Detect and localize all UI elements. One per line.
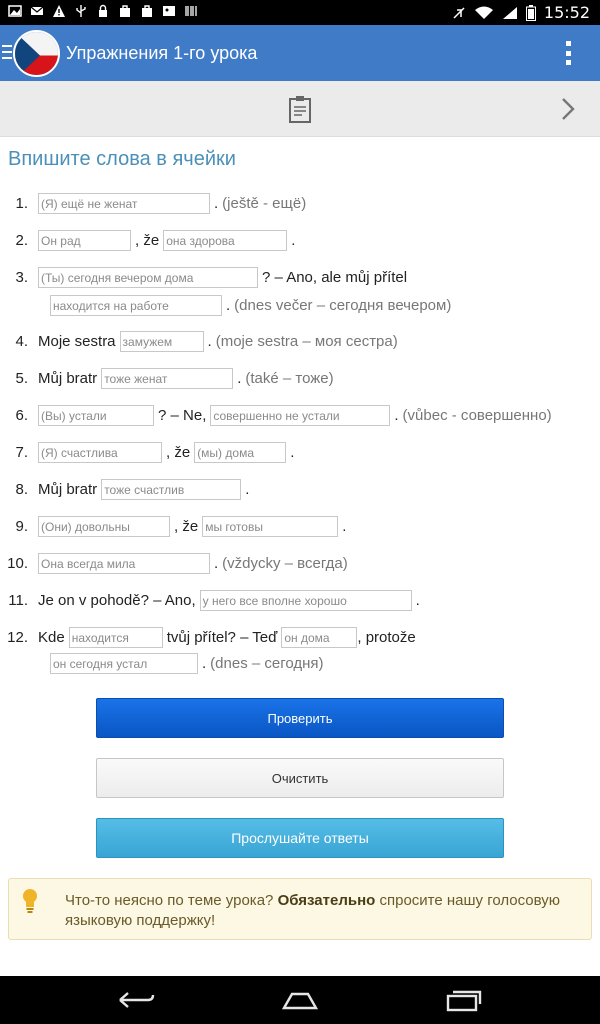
exercise-text: . bbox=[214, 554, 219, 572]
gallery-icon bbox=[8, 4, 22, 18]
exercise-row bbox=[0, 478, 600, 500]
support-tip bbox=[8, 878, 592, 940]
back-icon[interactable] bbox=[116, 988, 156, 1012]
exercise-text: . bbox=[245, 480, 250, 498]
exercise-number: 12. bbox=[7, 628, 28, 646]
answer-field[interactable]: тоже счастлив bbox=[101, 479, 241, 500]
answer-field[interactable]: (мы) дома bbox=[194, 442, 286, 463]
exercise-row bbox=[0, 330, 600, 352]
exercise-text: . bbox=[207, 332, 212, 350]
warning-icon bbox=[52, 4, 66, 18]
drawer-menu-icon[interactable] bbox=[2, 45, 12, 61]
answer-field[interactable]: (Я) счастлива bbox=[38, 442, 162, 463]
wifi-icon bbox=[474, 6, 494, 20]
signal-icon bbox=[502, 6, 518, 20]
tip-text-start: Что-то неясно по теме урока? bbox=[65, 892, 274, 909]
check-button[interactable]: Проверить bbox=[96, 698, 504, 738]
exercise-number: 7. bbox=[15, 443, 28, 461]
status-bar bbox=[0, 0, 600, 25]
tip-text bbox=[65, 891, 565, 931]
exercise-row bbox=[0, 266, 600, 316]
exercise-text: . bbox=[214, 194, 219, 212]
mute-icon bbox=[452, 6, 466, 20]
exercise-text: . bbox=[415, 591, 420, 609]
exercise-number: 3. bbox=[15, 268, 28, 286]
exercise-number: 2. bbox=[15, 231, 28, 249]
battery-icon bbox=[526, 5, 536, 21]
lock-icon bbox=[96, 4, 110, 18]
answer-field[interactable]: мы готовы bbox=[202, 516, 338, 537]
exercise-number: 4. bbox=[15, 332, 28, 350]
chevron-right-icon[interactable] bbox=[560, 97, 576, 121]
recent-apps-icon[interactable] bbox=[444, 988, 484, 1012]
exercise-text: Je on v pohodě? – Ano, bbox=[38, 591, 196, 609]
lightbulb-icon bbox=[21, 888, 39, 914]
answer-field[interactable]: она здорова bbox=[163, 230, 287, 251]
exercise-text: . bbox=[226, 296, 231, 314]
exercise-text: . bbox=[237, 369, 242, 387]
hint-text: (vždycky – всегда) bbox=[222, 554, 348, 572]
exercise-text: . bbox=[291, 231, 296, 249]
exercise-row bbox=[0, 229, 600, 251]
exercise-text: , že bbox=[174, 517, 199, 535]
exercise-row bbox=[0, 192, 600, 214]
app-title: Упражнения 1-го урока bbox=[66, 43, 258, 63]
hint-text: (dnes – сегодня) bbox=[210, 654, 324, 672]
mail-icon bbox=[30, 4, 44, 18]
exercise-number: 8. bbox=[15, 480, 28, 498]
clock-text: 15:52 bbox=[543, 3, 590, 22]
czech-flag-icon[interactable] bbox=[13, 30, 60, 77]
exercise-text: ? – Ano, ale můj přítel bbox=[262, 268, 408, 286]
answer-field[interactable]: находится bbox=[69, 627, 163, 648]
page-title: Впишите слова в ячейки bbox=[8, 148, 236, 170]
notification-icons bbox=[8, 4, 198, 18]
exercise-number: 10. bbox=[7, 554, 28, 572]
exercise-text: Můj bratr bbox=[38, 369, 98, 387]
exercise-text: . bbox=[394, 406, 399, 424]
tip-text-bold: Обязательно bbox=[277, 892, 376, 909]
app-bar bbox=[0, 25, 600, 81]
navigation-bar bbox=[0, 976, 600, 1024]
exercise-row bbox=[0, 589, 600, 611]
answer-field[interactable]: совершенно не устали bbox=[210, 405, 390, 426]
answer-field[interactable]: (Ты) сегодня вечером дома bbox=[38, 267, 258, 288]
exercise-row bbox=[0, 626, 600, 674]
exercise-text: Můj bratr bbox=[38, 480, 98, 498]
hint-text: (dnes večer – сегодня вечером) bbox=[234, 296, 452, 314]
exercise-row bbox=[0, 552, 600, 574]
hint-text: (ještě - ещё) bbox=[222, 194, 307, 212]
exercise-row bbox=[0, 515, 600, 537]
hint-text: (vůbec - совершенно) bbox=[402, 406, 552, 424]
exercise-number: 9. bbox=[15, 517, 28, 535]
exercise-text: , protože bbox=[357, 628, 416, 646]
answer-field[interactable]: (Я) ещё не женат bbox=[38, 193, 210, 214]
exercise-number: 6. bbox=[15, 406, 28, 424]
answer-field[interactable]: замужем bbox=[120, 331, 204, 352]
exercise-text: Kde bbox=[38, 628, 65, 646]
bag-icon-2 bbox=[140, 4, 154, 18]
exercise-text: . bbox=[202, 654, 207, 672]
hint-text: (moje sestra – моя сестра) bbox=[215, 332, 398, 350]
hint-text: (také – тоже) bbox=[245, 369, 334, 387]
exercise-text: , že bbox=[166, 443, 191, 461]
clipboard-icon[interactable] bbox=[288, 95, 312, 123]
answer-field[interactable]: (Вы) устали bbox=[38, 405, 154, 426]
clear-button[interactable]: Очистить bbox=[96, 758, 504, 798]
exercise-row bbox=[0, 404, 600, 426]
exercise-text: tvůj přítel? – Teď bbox=[166, 628, 278, 646]
answer-field[interactable]: у него все вполне хорошо bbox=[200, 590, 412, 611]
exercise-row bbox=[0, 367, 600, 389]
overflow-menu-icon[interactable] bbox=[566, 41, 572, 65]
exercise-text: . bbox=[290, 443, 295, 461]
answer-field[interactable]: находится на работе bbox=[50, 295, 222, 316]
bag-icon bbox=[118, 4, 132, 18]
exercise-text: . bbox=[342, 517, 347, 535]
lesson-toolbar bbox=[0, 81, 600, 137]
exercise-text: ? – Ne, bbox=[158, 406, 207, 424]
answer-field[interactable]: он сегодня устал bbox=[50, 653, 198, 674]
image-icon bbox=[162, 4, 176, 18]
answer-field[interactable]: он дома bbox=[281, 627, 357, 648]
answer-field[interactable]: тоже женат bbox=[101, 368, 233, 389]
barcode-icon bbox=[184, 4, 198, 18]
usb-icon bbox=[74, 4, 88, 18]
exercise-text: Moje sestra bbox=[38, 332, 116, 350]
system-icons bbox=[452, 3, 590, 22]
exercise-number: 1. bbox=[15, 194, 28, 212]
answer-field[interactable]: (Они) довольны bbox=[38, 516, 170, 537]
tip-text-end: спросите нашу голосовую языковую поддержку! bbox=[65, 892, 561, 929]
listen-answers-button[interactable]: Прослушайте ответы bbox=[96, 818, 504, 858]
answer-field[interactable]: Он рад bbox=[38, 230, 131, 251]
home-icon[interactable] bbox=[280, 988, 320, 1012]
answer-field[interactable]: Она всегда мила bbox=[38, 553, 210, 574]
exercise-text: , že bbox=[135, 231, 160, 249]
exercise-number: 11. bbox=[8, 591, 28, 609]
exercise-number: 5. bbox=[15, 369, 28, 387]
exercise-row bbox=[0, 441, 600, 463]
